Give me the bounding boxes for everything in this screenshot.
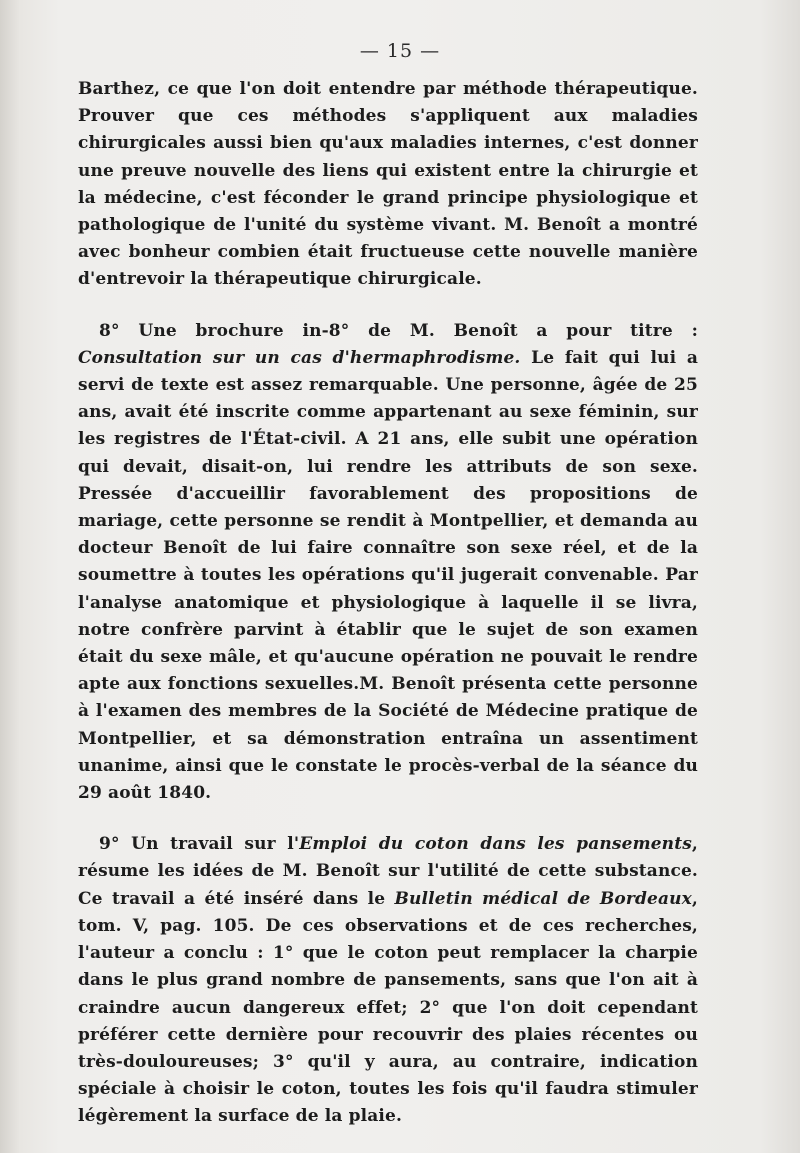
page-number: — 15 — [359,40,441,62]
paragraph-3-cotton [78,831,698,1130]
paragraph-3-title-italic: Emploi du coton dans les pansements [299,834,692,855]
paragraph-2-body: Le fait qui lui a servi de texte est assez remarquable. Une personne, âgée de 25 ans, avait été inscrite comme appartenant au sexe féminin, sur les registres de l'État-civil. A 21 ans, elle subit une opération qui devait, disait-on, lui rendre les attributs de son sexe. Pressée d'accueillir favorablement des propositions de mariage, cette personne se rendit à Montpellier, et demanda au docteur Benoît de lui faire connaître son sexe réel, et de la soumettre à toutes les opérations qu'il jugerait convenable. Par l'analyse anatomique et physiologique à laquelle il se livra, notre confrère parvint à établir que le sujet de son examen était du sexe mâle, et qu'aucune opération ne pouvait le rendre apte aux fonctions sexuelles.M. Benoît présenta cette personne à l'examen des membres de la Société de Médecine pratique de Montpellier, et sa démonstration entraîna un assentiment unanime, ainsi que le constate le procès-verbal de la séance du 29 août 1840. [78,347,698,804]
paragraph-3-lead: 9° Un travail sur l' [99,834,300,855]
paragraph-1 [78,76,698,294]
paragraph-3-middle: , résume les idées de M. Benoît sur l'utilité de cette substance. Ce travail a été inséré dans le [78,834,698,909]
paragraph-2-lead: 8° Une brochure in-8° de M. Benoît a pour titre : [99,320,698,341]
body-text [78,76,698,1131]
paragraph-2-title-italic: Consultation sur un cas d'hermaphrodisme. [78,347,521,368]
paragraph-1-text: Barthez, ce que l'on doit entendre par méthode thérapeutique. Prouver que ces méthodes s'appliquent aux maladies chirurgicales aussi bien qu'aux maladies internes, c'est donner une preuve nouvelle des liens qui existent entre la chirurgie et la médecine, c'est féconder le grand principe physiologique et pathologique de l'unité du système vivant. M. Benoît a montré avec bonheur combien était fructueuse cette nouvelle manière d'entrevoir la thérapeutique chirurgicale. [78,79,698,290]
paragraph-3-body: , tom. V, pag. 105. De ces observations et de ces recherches, l'auteur a conclu : 1° que le coton peut remplacer la charpie dans le plus grand nombre de pansements, sans que l'on ait à craindre aucun dangereux effet; 2° que l'on doit cependant préférer cette dernière pour recouvrir des plaies récentes ou très-douloureuses; 3° qu'il y aura, au contraire, indication spéciale à choisir le coton, toutes les fois qu'il faudra stimuler légèrement la surface de la plaie. [78,888,698,1127]
paragraph-2-hermaphrodism [78,318,698,808]
paragraph-3-journal-italic: Bulletin médical de Bordeaux [394,888,692,909]
